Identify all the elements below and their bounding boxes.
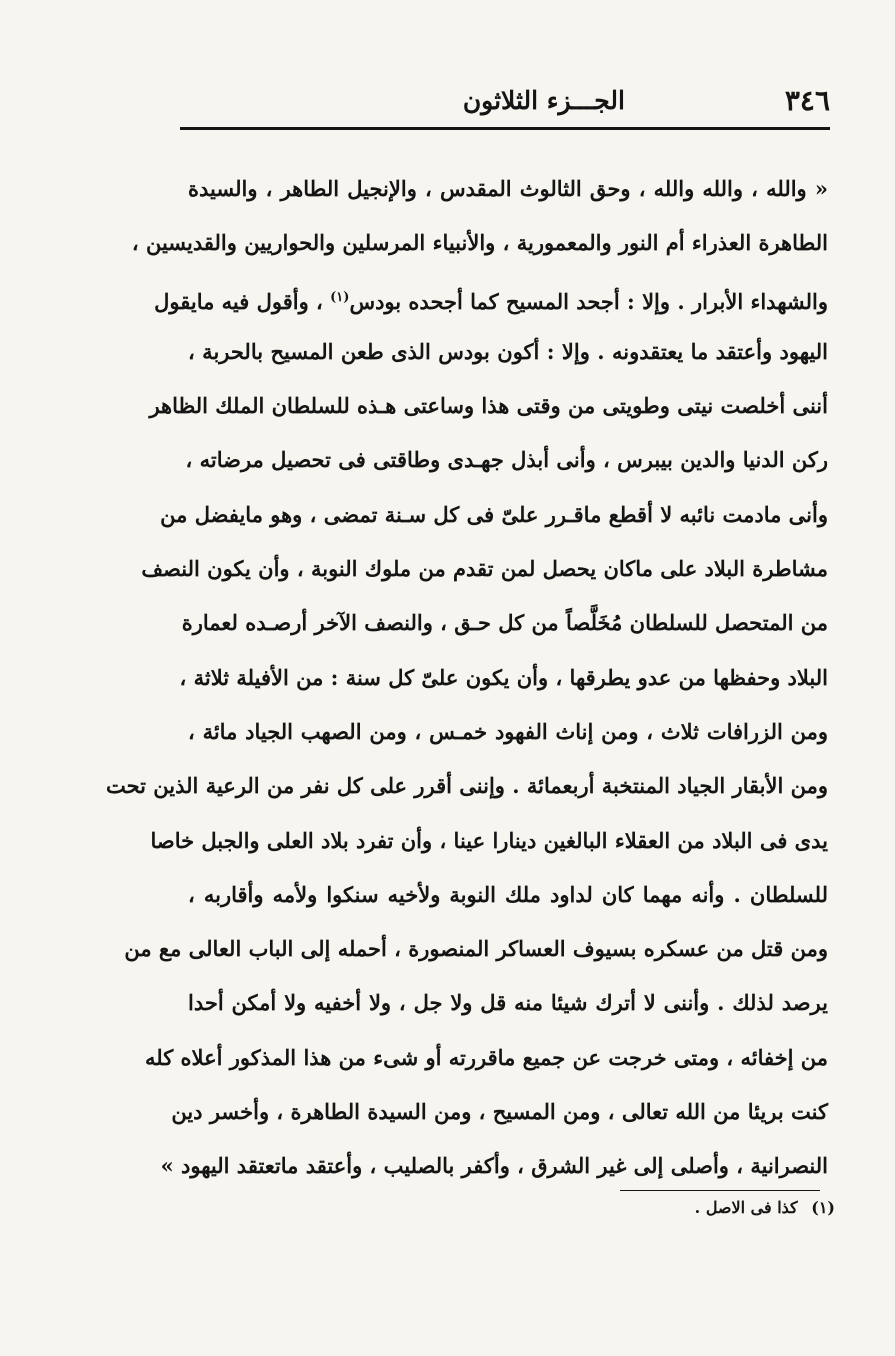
footnote-marker: (١) (811, 1198, 835, 1217)
text-line: مشاطرة البلاد على ماكان يحصل لمن تقدم من ملوك النوبة ، وأن يكون النصف (141, 556, 828, 582)
text-line: وأنى مادمت نائبه لا أقطع ماقـرر علىّ فى كل سـنة تمضى ، وهو مايفضل من (160, 501, 828, 527)
text-line: من المتحصل للسلطان مُخَلَّصاً من كل حـق ، والنصف الآخر أرصـده لعمارة (181, 610, 828, 636)
text-line: النصرانية ، وأصلى إلى غير الشرق ، وأكفر بالصليب ، وأعتقد ماتعتقد اليهود » (160, 1153, 828, 1179)
text-line: ومن الأبقار الجياد المنتخبة أربعمائة . وإننى أقرر على كل نفر من الرعية الذين تحت (105, 773, 828, 799)
text-line: ركن الدنيا والدين بيبرس ، وأنى أبذل جهـدى وطاقتى فى تحصيل مرضاته ، (185, 447, 828, 473)
page-header (180, 78, 830, 128)
running-title: الجـــزء الثلاثون (462, 86, 625, 115)
text-line (154, 277, 828, 331)
footnote-text: كذا فى الاصل . (694, 1198, 798, 1217)
text-line: يرصد لذلك . وأننى لا أترك شيئا منه قل ولا جل ، ولا أخفيه ولا أمكن أحدا (188, 990, 828, 1016)
main-text (105, 168, 828, 1200)
text-line-start: والشهداء الأبرار . وإلا : أجحد المسيح كما أجحده بودس$^{(١)}$ ، وأقول فيه مايقول (154, 288, 828, 314)
text-line: من إخفائه ، ومتى خرجت عن جميع ماقررته أو شىء من هذا المذكور أعلاه كله (145, 1044, 828, 1070)
text-line: للسلطان . وأنه مهما كان لداود ملك النوبة ولأخيه سنكوا ولأمه وأقاربه ، (188, 881, 828, 907)
footnote-reference: (١) (330, 289, 350, 305)
footnote-rule (620, 1190, 820, 1191)
text-line: ومن قتل من عسكره بسيوف العساكر المنصورة ، أحمله إلى الباب العالى مع من (124, 936, 828, 962)
footnote (575, 1196, 835, 1220)
text-line: الطاهرة العذراء أم النور والمعمورية ، والأنبياء المرسلين والحواريين والقديسين ، (131, 230, 828, 256)
header-rule (180, 127, 830, 130)
text-line: أننى أخلصت نيتى وطويتى من وقتى هذا وساعتى هـذه للسلطان الملك الظاهر (149, 393, 828, 419)
page-number: ٣٤٦ (784, 84, 830, 117)
text-line: البلاد وحفظها من عدو يطرقها ، وأن يكون علىّ كل سنة : من الأفيلة ثلاثة ، (179, 664, 828, 690)
text-line: « والله ، والله والله ، وحق الثالوث المقدس ، والإنجيل الطاهر ، والسيدة (188, 176, 828, 201)
text-line: اليهود وأعتقد ما يعتقدونه . وإلا : أكون بودس الذى طعن المسيح بالحربة ، (188, 338, 828, 364)
text-line: يدى فى البلاد من العقلاء البالغين دينارا عينا ، وأن تفرد بلاد العلى والجبل خاصا (150, 827, 828, 853)
text-line: ومن الزرافات ثلاث ، ومن إناث الفهود خمـس ، ومن الصهب الجياد مائة ، (188, 718, 828, 744)
text-line: كنت بريئا من الله تعالى ، ومن المسيح ، ومن السيدة الطاهرة ، وأخسر دين (171, 1099, 828, 1125)
